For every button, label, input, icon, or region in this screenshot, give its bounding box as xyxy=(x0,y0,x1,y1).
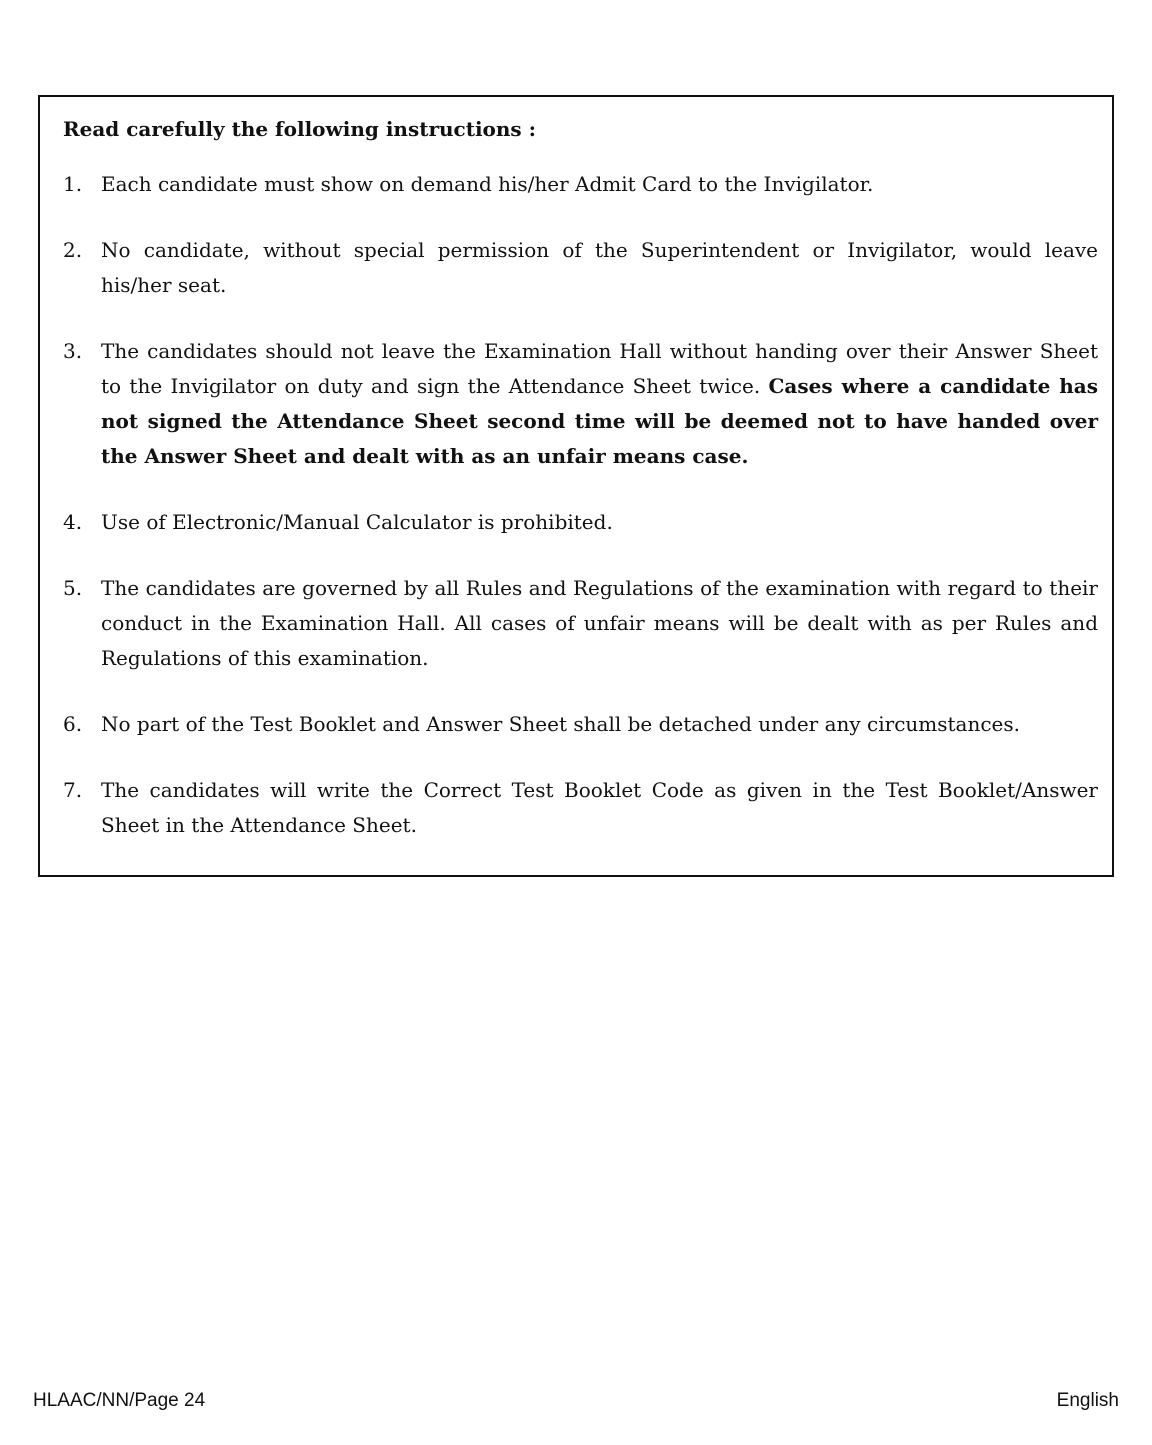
instruction-item-4 xyxy=(63,505,1098,540)
instruction-plain-text: Use of Electronic/Manual Calculator is prohibited. xyxy=(101,510,613,534)
instruction-list xyxy=(63,167,1098,843)
instruction-item-5 xyxy=(63,571,1098,676)
instruction-text xyxy=(101,707,1098,742)
instruction-item-6 xyxy=(63,707,1098,742)
instruction-text xyxy=(101,233,1098,303)
instruction-text xyxy=(101,505,1098,540)
instruction-bold-text: Cases where a candidate has not signed the Attendance Sheet second time will be deemed not to have handed over the Answer Sheet and dealt with as an unfair means case. xyxy=(101,374,1099,468)
instruction-number: 1. xyxy=(63,172,83,196)
instruction-number: 7. xyxy=(63,778,83,802)
instructions-heading: Read carefully the following instructions : xyxy=(63,117,537,141)
footer-page-code: HLAAC/NN/Page 24 xyxy=(33,1390,206,1411)
instruction-number: 5. xyxy=(63,576,83,600)
instruction-text xyxy=(101,571,1098,676)
instruction-item-2 xyxy=(63,233,1098,303)
instruction-item-3 xyxy=(63,334,1098,474)
instruction-number: 6. xyxy=(63,712,83,736)
instruction-plain-text: No part of the Test Booklet and Answer Sheet shall be detached under any circumstances. xyxy=(101,712,1021,736)
instruction-text xyxy=(101,334,1098,474)
instruction-text xyxy=(101,167,1098,202)
instruction-number: 2. xyxy=(63,238,83,262)
instruction-plain-text: The candidates should not leave the Examination Hall without handing over their Answer Sheet to the Invigilator on duty and sign the Attendance Sheet twice. xyxy=(101,339,1098,398)
instruction-item-1 xyxy=(63,167,1098,202)
instruction-text xyxy=(101,773,1098,843)
instruction-plain-text: The candidates are governed by all Rules and Regulations of the examination with regard to their conduct in the Examination Hall. All cases of unfair means will be dealt with as per Rules and Regulations of this examination. xyxy=(101,576,1098,670)
instruction-number: 3. xyxy=(63,339,83,363)
instruction-number: 4. xyxy=(63,510,83,534)
instruction-plain-text: Each candidate must show on demand his/her Admit Card to the Invigilator. xyxy=(101,172,874,196)
footer-language: English xyxy=(1056,1390,1119,1411)
instruction-plain-text: The candidates will write the Correct Test Booklet Code as given in the Test Booklet/Answer Sheet in the Attendance Sheet. xyxy=(101,778,1098,837)
instructions-box xyxy=(38,95,1114,877)
instruction-plain-text: No candidate, without special permission of the Superintendent or Invigilator, would leave his/her seat. xyxy=(101,238,1098,297)
instruction-item-7 xyxy=(63,773,1098,843)
